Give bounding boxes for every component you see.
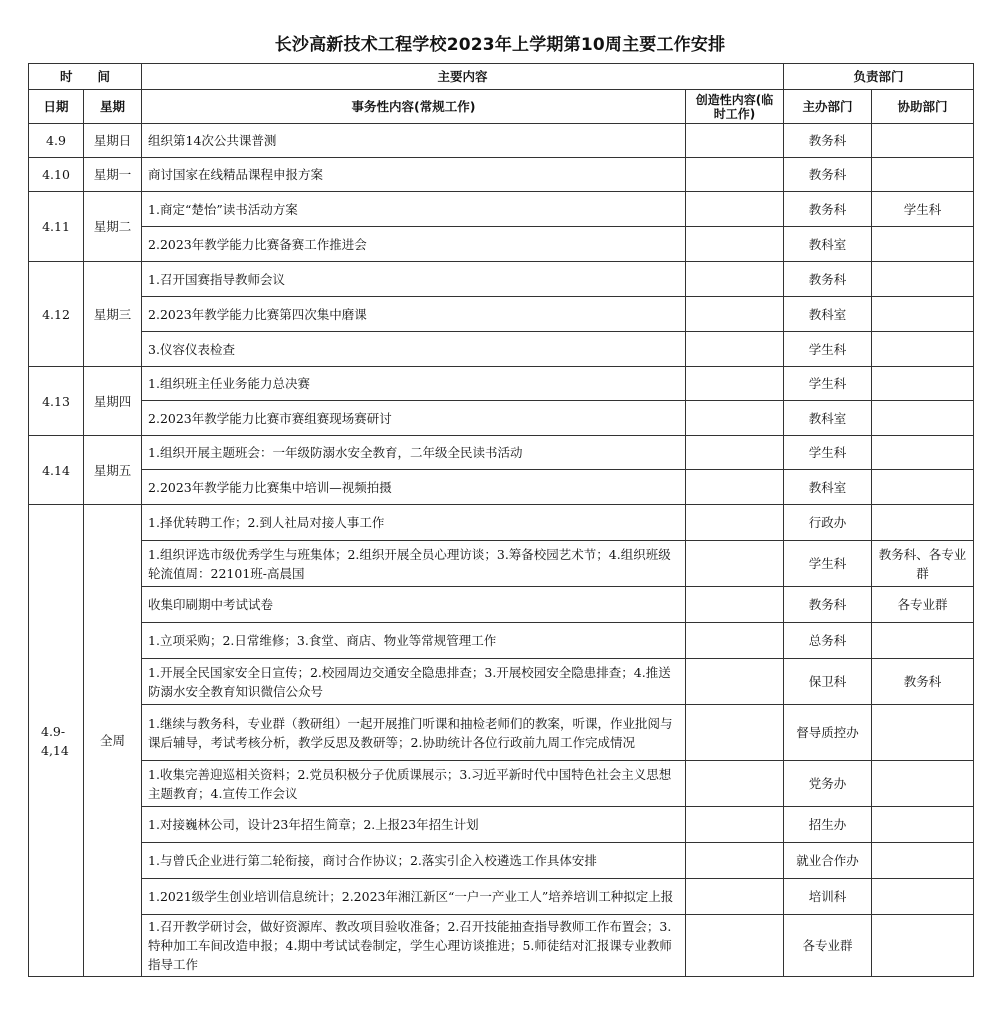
assist-dept-cell xyxy=(872,705,974,761)
creative-cell xyxy=(686,158,784,192)
table-row xyxy=(29,843,974,879)
date-cell: 4.11 xyxy=(29,192,84,262)
assist-dept-cell xyxy=(872,297,974,332)
header-routine: 事务性内容(常规工作) xyxy=(142,90,686,124)
host-dept-cell: 教务科 xyxy=(784,262,872,297)
host-dept-cell: 学生科 xyxy=(784,436,872,470)
content-cell: 1.召开国赛指导教师会议 xyxy=(142,262,686,297)
host-dept-cell: 党务办 xyxy=(784,761,872,807)
creative-cell xyxy=(686,470,784,505)
creative-cell xyxy=(686,124,784,158)
table-row xyxy=(29,587,974,623)
assist-dept-cell xyxy=(872,436,974,470)
date-cell: 4.9 xyxy=(29,124,84,158)
table-row xyxy=(29,505,974,541)
content-cell: 2.2023年教学能力比赛市赛组赛现场赛研讨 xyxy=(142,401,686,436)
table-row xyxy=(29,659,974,705)
host-dept-cell: 培训科 xyxy=(784,879,872,915)
content-cell: 收集印刷期中考试试卷 xyxy=(142,587,686,623)
assist-dept-cell xyxy=(872,879,974,915)
content-cell: 1.组织开展主题班会：一年级防溺水安全教育，二年级全民读书活动 xyxy=(142,436,686,470)
host-dept-cell: 招生办 xyxy=(784,807,872,843)
table-row xyxy=(29,470,974,505)
table-row xyxy=(29,915,974,977)
assist-dept-cell xyxy=(872,470,974,505)
creative-cell xyxy=(686,659,784,705)
creative-cell xyxy=(686,705,784,761)
content-cell: 组织第14次公共课普测 xyxy=(142,124,686,158)
table-row xyxy=(29,332,974,367)
content-cell: 1.对接巍林公司，设计23年招生简章；2.上报23年招生计划 xyxy=(142,807,686,843)
host-dept-cell: 教务科 xyxy=(784,587,872,623)
host-dept-cell: 督导质控办 xyxy=(784,705,872,761)
table-row xyxy=(29,436,974,470)
creative-cell xyxy=(686,587,784,623)
weekday-cell: 星期二 xyxy=(84,192,142,262)
assist-dept-cell xyxy=(872,332,974,367)
creative-cell xyxy=(686,297,784,332)
assist-dept-cell xyxy=(872,367,974,401)
content-cell: 1.与曾氏企业进行第二轮衔接，商讨合作协议；2.落实引企入校遴选工作具体安排 xyxy=(142,843,686,879)
host-dept-cell: 就业合作办 xyxy=(784,843,872,879)
host-dept-cell: 教科室 xyxy=(784,470,872,505)
creative-cell xyxy=(686,401,784,436)
content-cell: 1.2021级学生创业培训信息统计；2.2023年湘江新区“一户一产业工人”培养培训工种拟定上报 xyxy=(142,879,686,915)
table-row xyxy=(29,192,974,227)
host-dept-cell: 各专业群 xyxy=(784,915,872,977)
assist-dept-cell xyxy=(872,761,974,807)
weekday-cell: 星期五 xyxy=(84,436,142,505)
creative-cell xyxy=(686,915,784,977)
header-weekday: 星期 xyxy=(84,90,142,124)
content-cell: 1.召开教学研讨会，做好资源库、教改项目验收准备；2.召开技能抽查指导教师工作布置会；3.特种加工车间改造申报；4.期中考试试卷制定，学生心理访谈推进；5.师徒结对汇报课专业教师指导工作 xyxy=(142,915,686,977)
content-cell: 商讨国家在线精品课程申报方案 xyxy=(142,158,686,192)
assist-dept-cell xyxy=(872,807,974,843)
host-dept-cell: 学生科 xyxy=(784,332,872,367)
content-cell: 1.择优转聘工作；2.到人社局对接人事工作 xyxy=(142,505,686,541)
content-cell: 1.立项采购；2.日常维修；3.食堂、商店、物业等常规管理工作 xyxy=(142,623,686,659)
creative-cell xyxy=(686,505,784,541)
assist-dept-cell xyxy=(872,505,974,541)
date-cell: 4.12 xyxy=(29,262,84,367)
assist-dept-cell xyxy=(872,262,974,297)
assist-dept-cell: 各专业群 xyxy=(872,587,974,623)
host-dept-cell: 学生科 xyxy=(784,541,872,587)
header-time: 时 间 xyxy=(29,64,142,90)
creative-cell xyxy=(686,436,784,470)
assist-dept-cell xyxy=(872,843,974,879)
table-row xyxy=(29,124,974,158)
creative-cell xyxy=(686,262,784,297)
header-row-top xyxy=(29,64,974,90)
header-creative: 创造性内容(临时工作) xyxy=(686,90,784,124)
creative-cell xyxy=(686,541,784,587)
content-cell: 1.继续与教务科，专业群（教研组）一起开展推门听课和抽检老师们的教案，听课，作业批阅与课后辅导，考试考核分析，教学反思及教研等；2.协助统计各位行政前九周工作完成情况 xyxy=(142,705,686,761)
content-cell: 1.组织评选市级优秀学生与班集体；2.组织开展全员心理访谈；3.筹备校园艺术节；4.组织班级轮流值周：22101班-高晨国 xyxy=(142,541,686,587)
table-row xyxy=(29,297,974,332)
host-dept-cell: 行政办 xyxy=(784,505,872,541)
table-row xyxy=(29,807,974,843)
assist-dept-cell xyxy=(872,915,974,977)
host-dept-cell: 教务科 xyxy=(784,124,872,158)
header-host: 主办部门 xyxy=(784,90,872,124)
assist-dept-cell xyxy=(872,401,974,436)
host-dept-cell: 教务科 xyxy=(784,192,872,227)
creative-cell xyxy=(686,623,784,659)
weekday-cell: 星期一 xyxy=(84,158,142,192)
creative-cell xyxy=(686,843,784,879)
assist-dept-cell xyxy=(872,124,974,158)
host-dept-cell: 总务科 xyxy=(784,623,872,659)
assist-dept-cell: 教务科、各专业群 xyxy=(872,541,974,587)
table-row xyxy=(29,367,974,401)
header-responsible: 负责部门 xyxy=(784,64,974,90)
content-cell: 3.仪容仪表检查 xyxy=(142,332,686,367)
date-cell: 4.10 xyxy=(29,158,84,192)
table-row xyxy=(29,705,974,761)
header-date: 日期 xyxy=(29,90,84,124)
table-row xyxy=(29,623,974,659)
assist-dept-cell: 学生科 xyxy=(872,192,974,227)
table-row xyxy=(29,262,974,297)
host-dept-cell: 教科室 xyxy=(784,227,872,262)
creative-cell xyxy=(686,367,784,401)
creative-cell xyxy=(686,879,784,915)
content-cell: 2.2023年教学能力比赛第四次集中磨课 xyxy=(142,297,686,332)
assist-dept-cell: 教务科 xyxy=(872,659,974,705)
host-dept-cell: 教务科 xyxy=(784,158,872,192)
date-cell: 4.13 xyxy=(29,367,84,436)
assist-dept-cell xyxy=(872,623,974,659)
creative-cell xyxy=(686,192,784,227)
content-cell: 1.开展全民国家安全日宣传；2.校园周边交通安全隐患排查；3.开展校园安全隐患排查；4.推送防溺水安全教育知识微信公众号 xyxy=(142,659,686,705)
creative-cell xyxy=(686,332,784,367)
host-dept-cell: 教科室 xyxy=(784,401,872,436)
table-row xyxy=(29,401,974,436)
document-title: 长沙高新技术工程学校2023年上学期第10周主要工作安排 xyxy=(274,35,726,55)
creative-cell xyxy=(686,807,784,843)
schedule-table xyxy=(28,63,974,977)
content-cell: 2.2023年教学能力比赛集中培训—视频拍摄 xyxy=(142,470,686,505)
content-cell: 1.商定“楚怡”读书活动方案 xyxy=(142,192,686,227)
date-cell: 4.9-4,14 xyxy=(29,505,84,977)
weekday-cell: 星期日 xyxy=(84,124,142,158)
weekday-cell: 全周 xyxy=(84,505,142,977)
table-row xyxy=(29,761,974,807)
table-row xyxy=(29,879,974,915)
header-row-sub xyxy=(29,90,974,124)
host-dept-cell: 学生科 xyxy=(784,367,872,401)
date-cell: 4.14 xyxy=(29,436,84,505)
header-main-content: 主要内容 xyxy=(142,64,784,90)
content-cell: 1.组织班主任业务能力总决赛 xyxy=(142,367,686,401)
table-row xyxy=(29,158,974,192)
content-cell: 1.收集完善迎巡相关资料；2.党员积极分子优质课展示；3.习近平新时代中国特色社会主义思想主题教育；4.宣传工作会议 xyxy=(142,761,686,807)
table-row xyxy=(29,227,974,262)
header-assist: 协助部门 xyxy=(872,90,974,124)
creative-cell xyxy=(686,227,784,262)
weekday-cell: 星期三 xyxy=(84,262,142,367)
table-row xyxy=(29,541,974,587)
content-cell: 2.2023年教学能力比赛备赛工作推进会 xyxy=(142,227,686,262)
creative-cell xyxy=(686,761,784,807)
assist-dept-cell xyxy=(872,227,974,262)
weekday-cell: 星期四 xyxy=(84,367,142,436)
host-dept-cell: 保卫科 xyxy=(784,659,872,705)
host-dept-cell: 教科室 xyxy=(784,297,872,332)
assist-dept-cell xyxy=(872,158,974,192)
